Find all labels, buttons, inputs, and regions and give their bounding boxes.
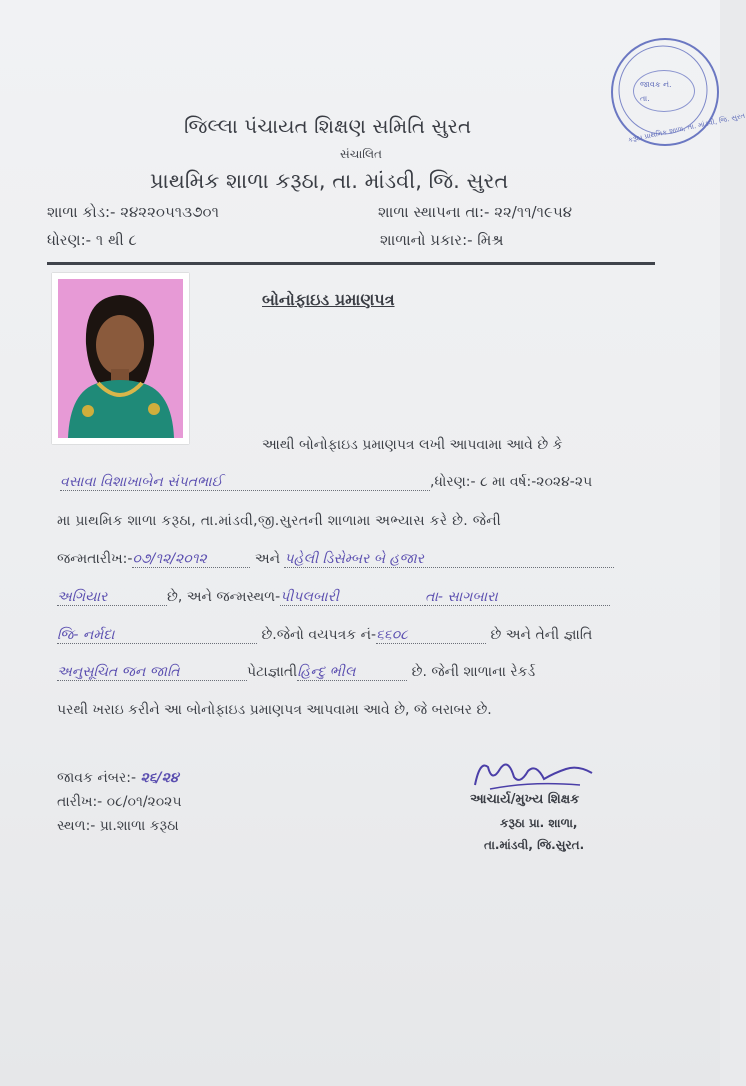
dob-and: અને (254, 551, 281, 567)
record-text: છે. જેની શાળાના રેકર્ડ (411, 664, 536, 680)
subcaste: હિન્દુ ભીલ (297, 664, 407, 681)
standards: ધોરણ:- ૧ થી ૮ (47, 231, 137, 249)
dob-words-cont: અગિયાર (57, 589, 167, 606)
subcaste-label: પેટાજ્ઞાતી (247, 664, 298, 680)
school-stamp (611, 38, 746, 146)
school-code: શાળા કોડ:- ૨૪૨૨૦૫૧૩૭૦૧ (47, 203, 219, 221)
issue-place: સ્થળ:- પ્રા.શાળા કરૂઠા (57, 818, 179, 834)
student-photo (52, 273, 189, 444)
dob-label: જન્મતારીખ:- (57, 551, 133, 567)
birth-district: જિ- નર્મદા (57, 627, 257, 644)
stamp-inner (633, 70, 695, 112)
dob-words: પહેલી ડિસેમ્બર બે હજાર (284, 551, 614, 568)
signatory-title: આચાર્ય/મુખ્ય શિક્ષક (470, 792, 580, 807)
school-name: પ્રાથમિક શાળા કરૂઠા, તા. માંડવી, જિ. સુરત (150, 169, 509, 193)
dob-value: ૦૭/૧૨/૨૦૧૨ (132, 551, 250, 568)
student-name: વસાવા વિશાખાબેન સંપતભાઈ (60, 474, 430, 491)
outward-label: જાવક નંબર:- (57, 770, 137, 786)
issue-date: તારીખ:- ૦૮/૦૧/૨૦૨૫ (57, 794, 182, 810)
run-by: સંચાલિત (340, 147, 383, 161)
intro-text: આથી બોનોફાઇડ પ્રમાણપત્ર લખી આપવામા આવે છે કે (262, 437, 563, 453)
age-proof-number: ૬૬૦૮ (376, 627, 486, 644)
closing-line: પરથી ખરાઇ કરીને આ બોનોફાઇડ પ્રમાણપત્ર આપવામા આવે છે, જે બરાબર છે. (57, 702, 492, 718)
stamp-line-2: તા. (640, 94, 650, 103)
stamp-ring-text: કરૂઠા પ્રાથમિક શાળા, તા. માંડવી, જિ. સુરત (627, 111, 746, 145)
committee-name: જિલ્લા પંચાયત શિક્ષણ સમિતિ સુરત (184, 114, 472, 138)
signatory-place: તા.માંડવી, જિ.સુરત. (484, 838, 585, 852)
signatory-school: કરૂઠા પ્રા. શાળા, (500, 816, 578, 830)
birthplace: પીપલબારી (280, 589, 425, 606)
standard-year: ,ધોરણ:- ૮ મા વર્ષ:-૨૦૨૪-૨૫ (430, 474, 593, 490)
certificate-title: બોનોફાઇડ પ્રમાણપત્ર (262, 290, 395, 309)
caste: અનુસૂચિત જન જાતિ (57, 664, 247, 681)
founded-date: શાળા સ્થાપના તા:- ૨૨/૧૧/૧૯૫૪ (378, 203, 572, 221)
birthplace-text: છે, અને જન્મસ્થળ- (167, 589, 281, 605)
study-line: મા પ્રાથમિક શાળા કરૂઠા, તા.માંડવી,જી.સુરતની શાળામા અભ્યાસ કરે છે. જેની (57, 513, 502, 529)
header-divider (47, 262, 655, 265)
stamp-line-1: જાવક નં. (640, 80, 672, 89)
caste-text: છે અને તેની જ્ઞાતિ (490, 627, 593, 643)
principal-signature (470, 755, 595, 795)
outward-number: ૨૬/૨૪ (140, 770, 179, 786)
birth-taluka: તા- સાગબારા (425, 589, 610, 606)
school-type: શાળાનો પ્રકાર:- મિશ્ર (380, 231, 504, 249)
age-proof-text: છે.જેનો વયપત્રક નં- (261, 627, 377, 643)
